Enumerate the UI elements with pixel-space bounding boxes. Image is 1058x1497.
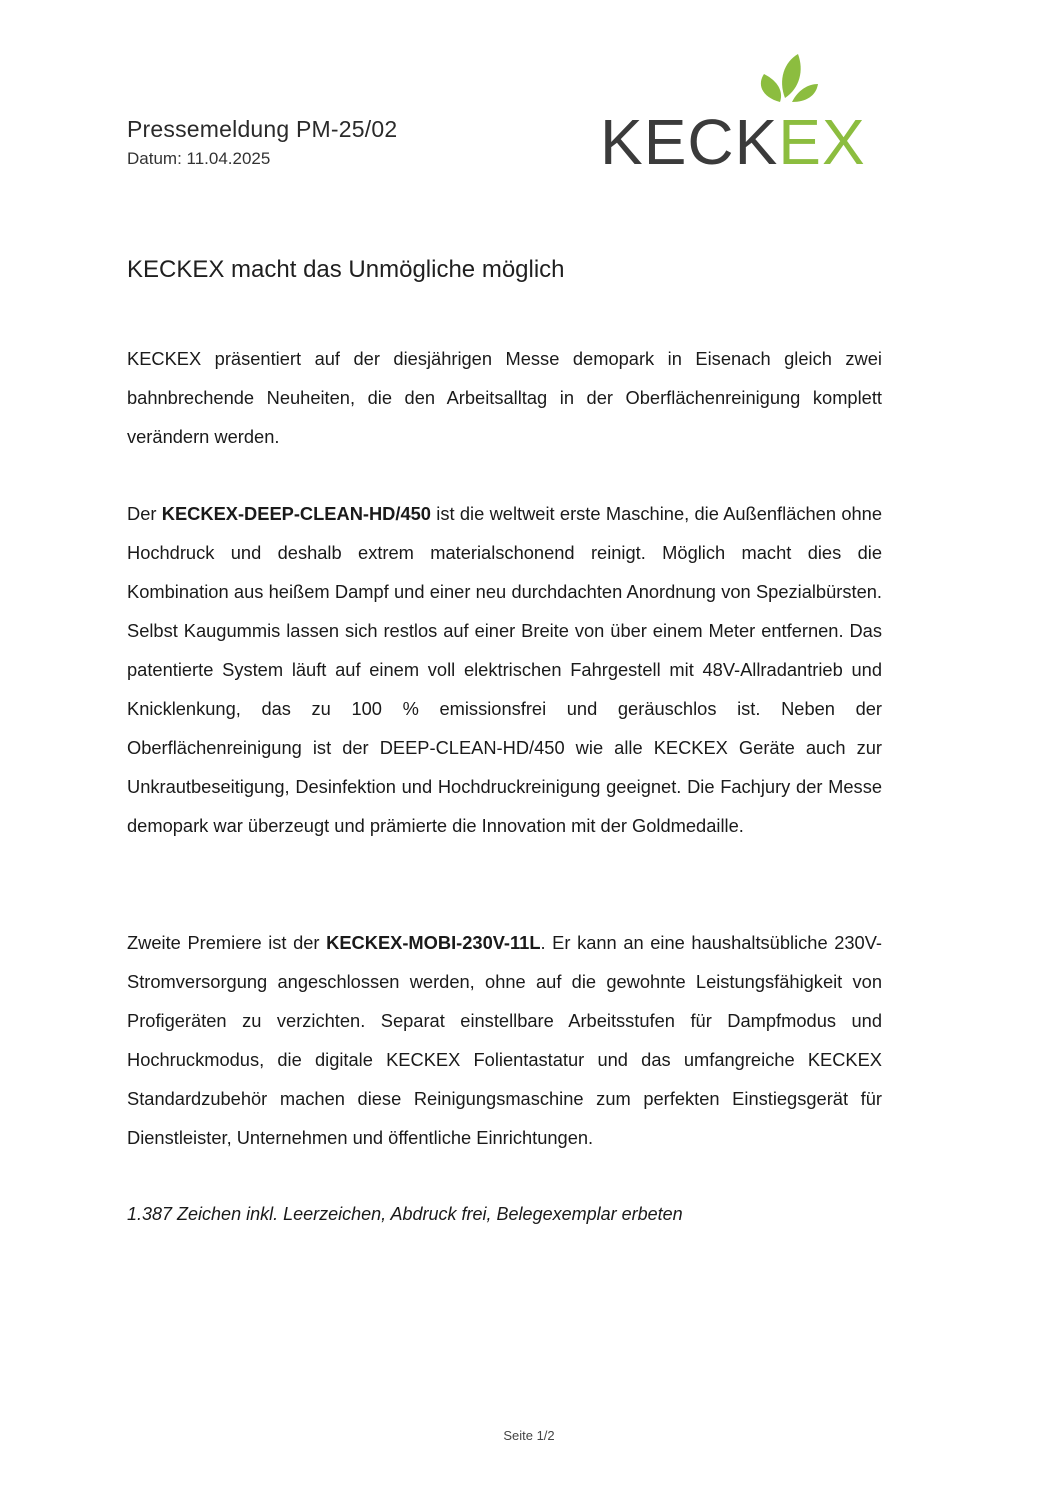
product-name-mobi: KECKEX-MOBI-230V-11L bbox=[326, 932, 541, 953]
press-release-id: Pressemeldung PM-25/02 bbox=[127, 116, 398, 142]
character-count-note: 1.387 Zeichen inkl. Leerzeichen, Abdruck frei, Belegexemplar erbeten bbox=[127, 1204, 683, 1224]
logo-text-dark: KECK bbox=[600, 106, 779, 178]
paragraph-deep-clean bbox=[127, 494, 882, 845]
paragraph-text: Zweite Premiere ist der bbox=[127, 932, 327, 953]
leaves-icon bbox=[758, 52, 818, 104]
page-number: Seite 1/2 bbox=[503, 1428, 555, 1443]
paragraph-intro: KECKEX präsentiert auf der diesjährigen Messe demopark in Eisenach gleich zwei bahnbrechende Neuheiten, die den Arbeitsalltag in der Oberflächenreinigung komplett verändern werden. bbox=[127, 348, 882, 447]
headline: KECKEX macht das Unmögliche möglich bbox=[127, 256, 565, 283]
logo-text-green: EX bbox=[778, 106, 866, 178]
paragraph-text: ist die weltweit erste Maschine, die Außenflächen ohne Hochdruck und deshalb extrem materialschonend reinigt. Möglich macht dies die Kombination aus heißem Dampf und einer neu durchdachten Anordnung von Spezialbürsten. Selbst Kaugummis lassen sich restlos auf einer Breite von über einem Meter entfernen. Das patentierte System läuft auf einem voll elektrischen Fahrgestell mit 48V-Allradantrieb und Knicklenkung, das zu 100 % emissionsfrei und geräuschlos ist. Neben der Oberflächenreinigung ist der DEEP-CLEAN-HD/450 wie alle KECKEX Geräte auch zur Unkrautbeseitigung, Desinfektion und Hochdruckreinigung geeignet. Die Fachjury der Messe demopark war überzeugt und prämierte die Innovation mit der Goldmedaille. bbox=[127, 503, 882, 836]
press-release-date: Datum: 11.04.2025 bbox=[127, 149, 271, 168]
company-logo bbox=[600, 52, 875, 178]
product-name-deep-clean: KECKEX-DEEP-CLEAN-HD/450 bbox=[161, 503, 431, 524]
paragraph-text: . Er kann an eine haushaltsübliche 230V-Stromversorgung angeschlossen werden, ohne auf die gewohnte Leistungsfähigkeit von Profigeräten zu verzichten. Separat einstellbare Arbeitsstufen für Dampfmodus und Hochruckmodus, die digitale KECKEX Folientastatur und das umfangreiche KECKEX Standardzubehör machen diese Reinigungsmaschine zum perfekten Einstiegsgerät für Dienstleister, Unternehmen und öffentliche Einrichtungen. bbox=[127, 932, 882, 1148]
logo-wordmark bbox=[600, 106, 866, 178]
paragraph-mobi bbox=[127, 923, 882, 1157]
paragraph-text: Der bbox=[127, 503, 162, 524]
